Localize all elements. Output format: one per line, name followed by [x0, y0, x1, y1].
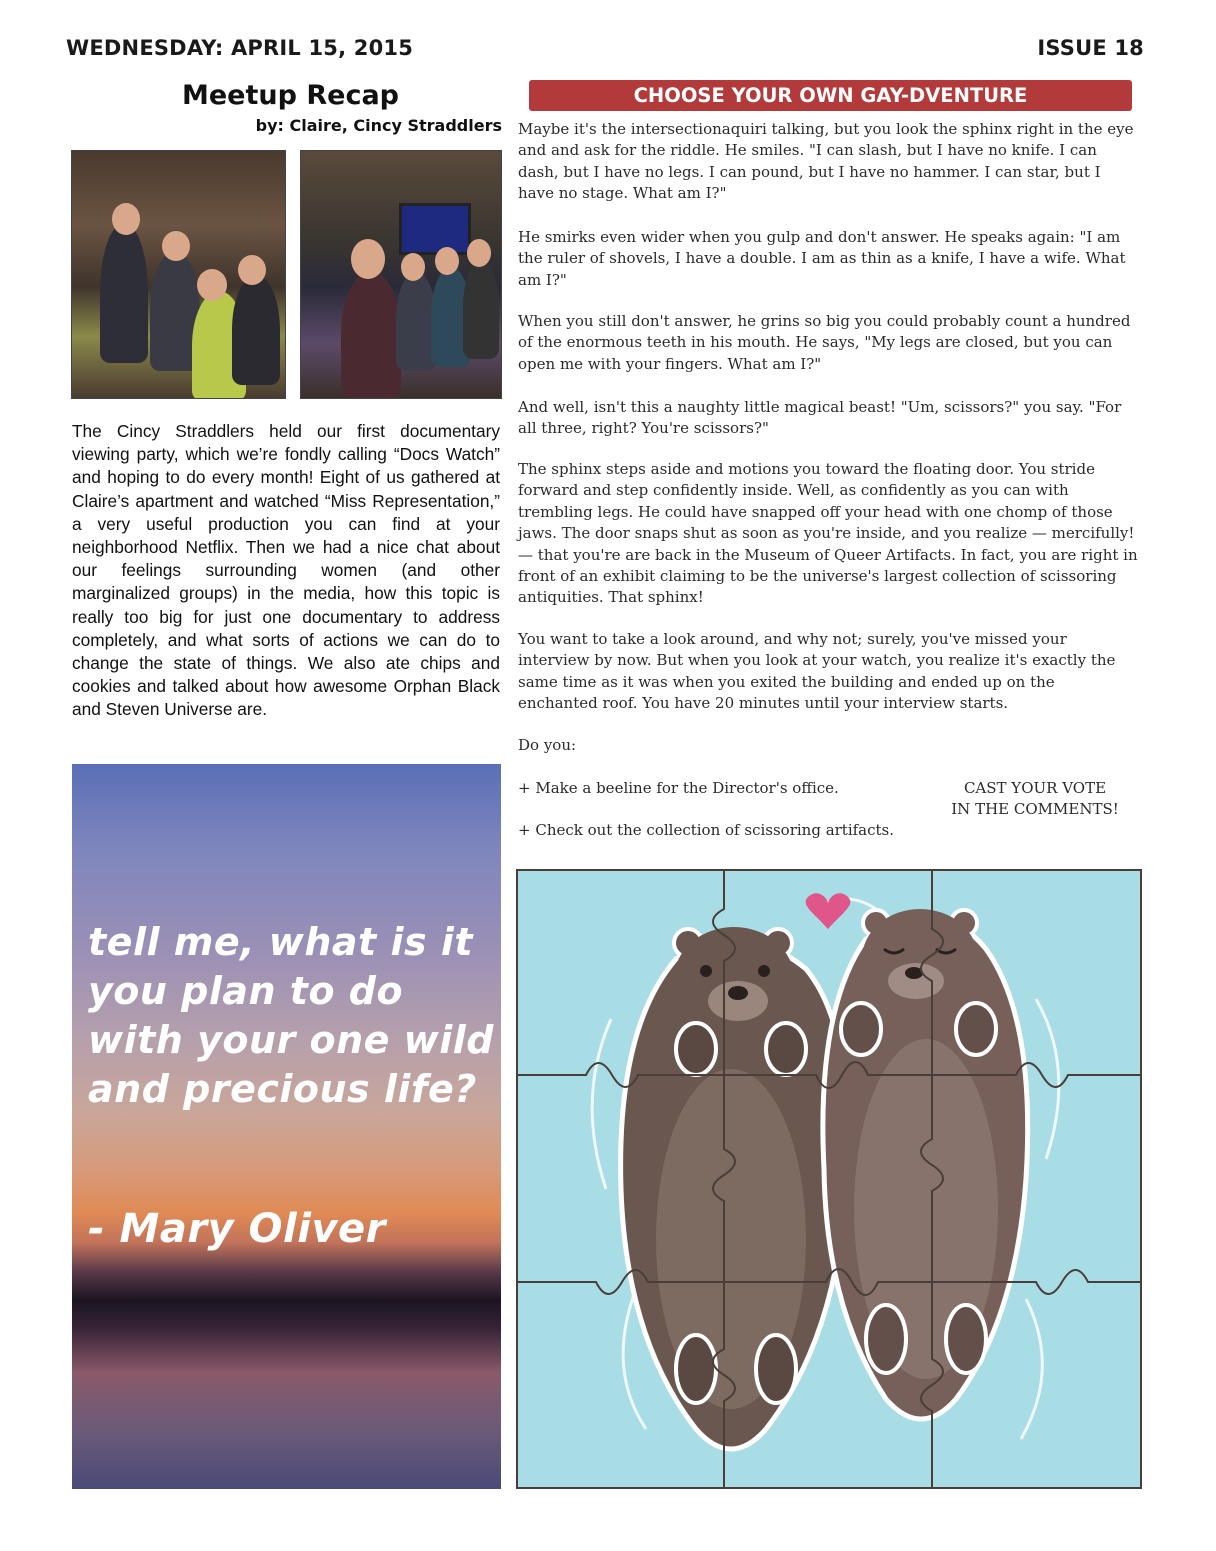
photo-person: [341, 271, 401, 398]
vote-callout: [940, 778, 1130, 821]
meetup-photo-1: [71, 150, 286, 399]
photo-person-head: [162, 231, 190, 261]
photo-person: [232, 275, 280, 385]
photo-person-head: [238, 255, 266, 285]
quote-author: - Mary Oliver: [88, 1206, 386, 1252]
photo-person-head: [435, 247, 459, 275]
quote-text: tell me, what is it you plan to do with your one wild and precious life?: [88, 920, 494, 1111]
photo-person-head: [197, 269, 227, 301]
photo-person-head: [467, 239, 491, 267]
story-paragraph: You want to take a look around, and why not; surely, you've missed your interview by now. But when you look at your watch, you realize it's exactly the same time as it was when you exited the building and ended up on the enchanted roof. You have 20 minutes until your interview starts.: [518, 630, 1116, 713]
recap-byline: by: Claire, Cincy Straddlers: [255, 116, 502, 135]
meetup-photo-2: [300, 150, 502, 399]
vote-line-2: IN THE COMMENTS!: [951, 800, 1119, 819]
recap-title: Meetup Recap: [182, 80, 400, 111]
issue-date: WEDNESDAY: APRIL 15, 2015: [66, 36, 414, 60]
story-paragraph: He smirks even wider when you gulp and don't answer. He speaks again: "I am the ruler of shovels, I have a double. I am as thin as a knife, I have a wife. What am I?": [518, 228, 1126, 289]
photo-person-head: [351, 239, 385, 279]
story-paragraph: When you still don't answer, he grins so big you could probably count a hundred of the enormous teeth in his mouth. He says, "My legs are closed, but you can open me with your fingers. What am I?": [518, 312, 1131, 373]
issue-number: ISSUE 18: [1037, 36, 1144, 60]
option-scissoring-artifacts: + Check out the collection of scissoring artifacts.: [518, 821, 895, 839]
otter-puzzle-illustration: [516, 869, 1142, 1489]
recap-body: The Cincy Straddlers held our first documentary viewing party, which we’re fondly calling “Docs Watch” and hoping to do every month! Eight of us gathered at Claire’s apartment and watched “Miss Representation,” a very useful production you can find at your neighborhood Netflix. Then we had a nice chat about our feelings surrounding women (and other marginalized groups) in the media, how this topic is really too big for just one documentary to address completely, and what sorts of actions we can do to change the state of things. We also ate chips and cookies and talked about how awesome Orphan Black and Steven Universe are.: [72, 421, 500, 720]
photo-person: [396, 271, 436, 371]
photo-person-head: [401, 253, 425, 281]
photo-person: [100, 223, 148, 363]
quote-panel: [72, 764, 501, 1489]
option-directors-office: + Make a beeline for the Director's office.: [518, 779, 839, 797]
vote-line-1: CAST YOUR VOTE: [963, 779, 1107, 797]
adventure-banner: CHOOSE YOUR OWN GAY-DVENTURE: [529, 80, 1132, 111]
story-paragraph: Maybe it's the intersectionaquiri talking, but you look the sphinx right in the eye and and ask for the riddle. He smiles. "I can slash, but I have no knife. I can dash, but I have no legs. I can pound, but I have no hammer. I can star, but I have no stage. What am I?": [518, 120, 1134, 203]
tv-screen: [399, 203, 471, 255]
story-prompt: Do you:: [518, 736, 577, 754]
photo-person: [463, 259, 499, 359]
photo-person-head: [112, 203, 140, 235]
story-paragraph: And well, isn't this a naughty little magical beast! "Um, scissors?" you say. "For all three, right? You're scissors?": [518, 398, 1122, 438]
story-paragraph: The sphinx steps aside and motions you toward the floating door. You stride forward and step confidently inside. Well, as confidently as you can with trembling legs. He could have snapped off your head with one chomp of those jaws. The door snaps shut as soon as you're inside, and you realize — mercifully! — that you're are back in the Museum of Queer Artifacts. In fact, you are right in front of an exhibit claiming to be the universe's largest collection of scissoring antiquities. That sphinx!: [518, 460, 1138, 607]
